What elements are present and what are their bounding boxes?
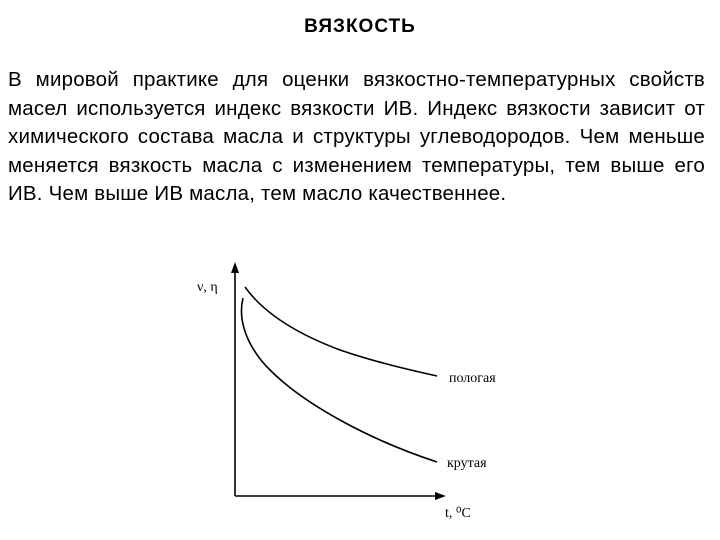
steep-curve	[241, 298, 437, 462]
x-axis-arrow	[435, 492, 446, 500]
slide-title: ВЯЗКОСТЬ	[304, 16, 416, 37]
slide-body-text: В мировой практике для оценки вязкостно-температурных свойств масел используется индекс вязкости ИВ. Индекс вязкости зависит от химического состава масла и структуры углеводородов. Чем меньше меняется вязкость масла с изменением температуры, тем выше его ИВ. Чем выше ИВ масла, тем масло качественнее.	[8, 68, 705, 206]
steep-curve-label: крутая	[447, 456, 487, 471]
y-axis-arrow	[231, 262, 239, 273]
y-axis-label: ν, η	[197, 280, 218, 295]
x-axis-label: t, ⁰C	[445, 506, 471, 521]
gentle-curve	[245, 287, 437, 376]
gentle-curve-label: пологая	[449, 371, 496, 386]
